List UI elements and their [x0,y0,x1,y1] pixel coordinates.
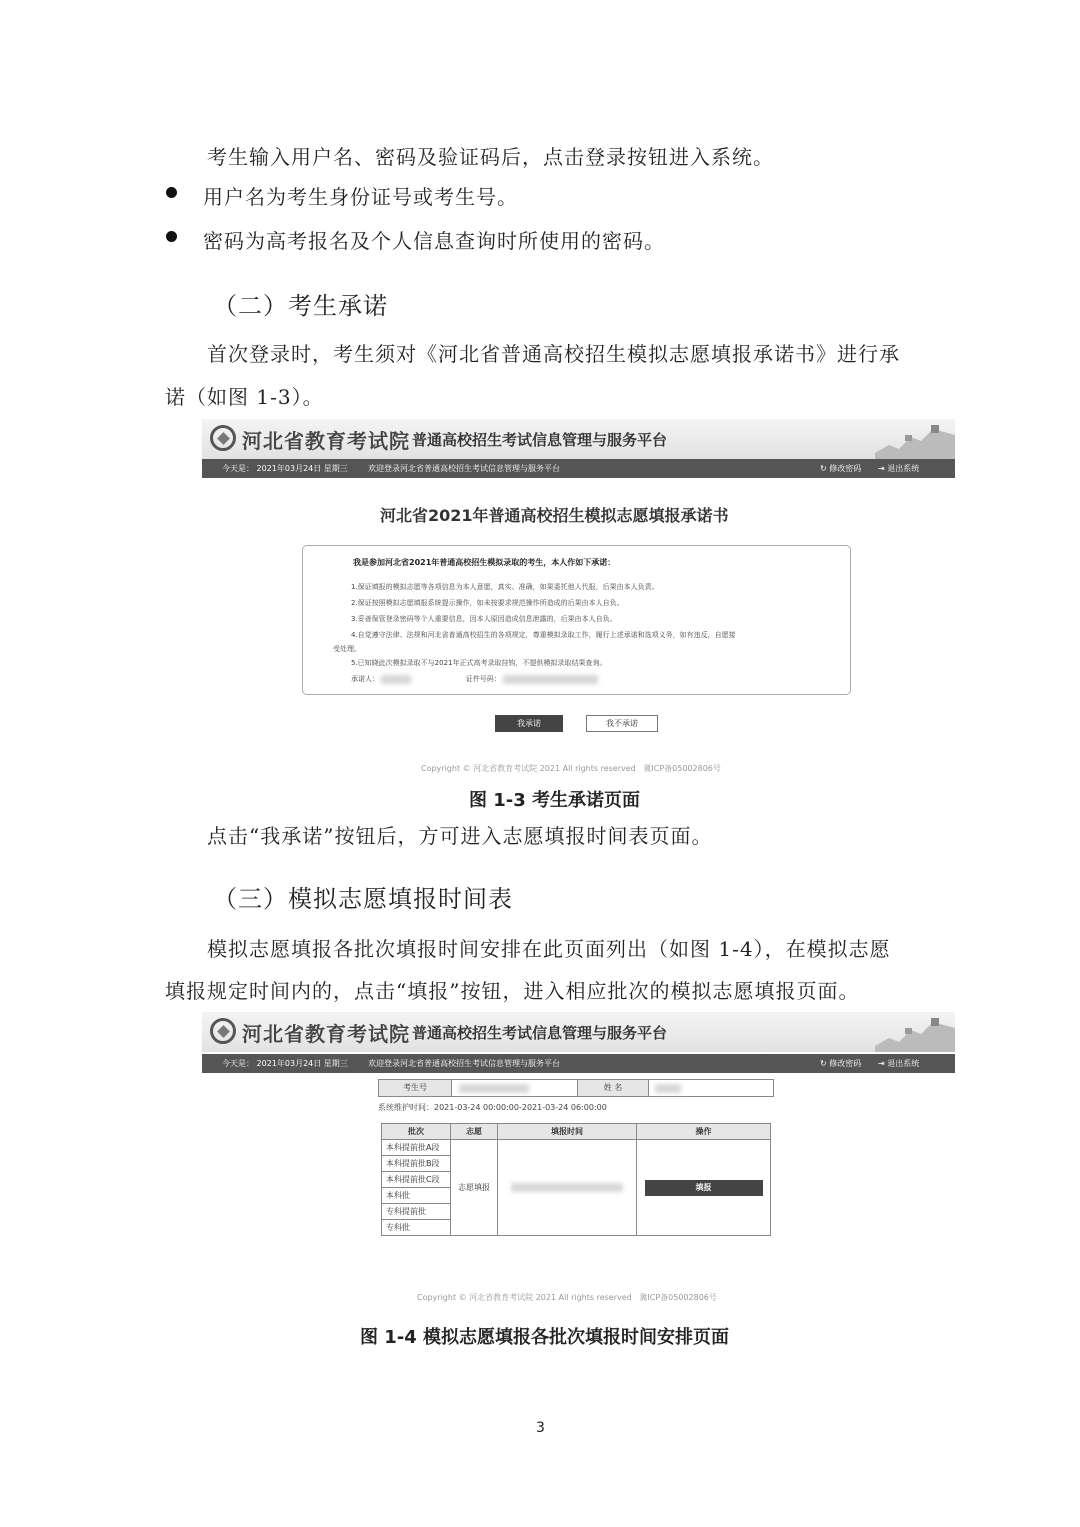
signer-row [351,674,598,684]
welcome-text: 欢迎登录河北省普通高校招生考试信息管理与服务平台 [368,464,560,473]
maintenance-time: 系统维护时间：2021-03-24 00:00:00-2021-03-24 06:00:00 [378,1103,607,1112]
heading-commitment: （二）考生承诺 [213,292,388,320]
col-header: 操作 [637,1124,771,1140]
paragraph-schedule-line2: 填报规定时间内的，点击“填报”按钮，进入相应批次的模拟志愿填报页面。 [165,979,860,1003]
copyright-text: Copyright © 河北省教育考试院 2021 All rights reserved 冀ICP备05002806号 [421,764,721,773]
batch-table [381,1123,771,1236]
batch-cell: 专科批 [382,1220,451,1236]
commitment-item: 2.保证按照模拟志愿填报系统提示操作，如未按要求规范操作所造成的后果由本人自负。 [351,599,624,607]
commitment-item: 受处理。 [333,645,361,653]
batch-cell: 本科提前批B段 [382,1156,451,1172]
commitment-intro: 我是参加河北省2021年普通高校招生模拟录取的考生，本人作如下承诺： [353,558,616,567]
today-date: 今天是： 2021年03月24日 星期三 [222,464,348,473]
site-banner [202,1012,955,1052]
exam-authority-logo-icon [210,1018,236,1044]
bullet-username: 用户名为考生身份证号或考生号。 [203,185,518,209]
change-password-link[interactable]: ↻ 修改密码 [820,1059,862,1068]
commitment-item: 4.自觉遵守法律、法规和河北省普通高校招生的各项规定，尊重模拟录取工作，履行上述承诺和选项义务，如有违反，自愿接 [351,631,736,639]
logout-link[interactable]: ⇥ 退出系统 [878,1059,920,1068]
disagree-button[interactable]: 我不承诺 [586,715,658,732]
time-cell [498,1140,637,1236]
figure-schedule-screenshot [202,1012,955,1308]
commitment-title: 河北省2021年普通高校招生模拟志愿填报承诺书 [380,506,729,525]
exam-authority-logo-icon [210,425,236,451]
great-wall-icon [875,419,955,459]
candidate-info-row [378,1079,774,1097]
signer-name-redacted [381,675,411,684]
id-number-redacted [503,675,598,684]
batch-cell: 本科批 [382,1188,451,1204]
paragraph-click-agree: 点击“我承诺”按钮后，方可进入志愿填报时间表页面。 [207,824,713,848]
time-redacted [511,1183,623,1192]
bullet-password: 密码为高考报名及个人信息查询时所使用的密码。 [203,229,665,253]
paragraph-commitment-line2: 诺（如图 1-3）。 [165,385,324,409]
status-bar [202,1054,955,1073]
page-number: 3 [536,1420,545,1436]
paragraph-login: 考生输入用户名、密码及验证码后，点击登录按钮进入系统。 [207,145,774,169]
platform-name: 普通高校招生考试信息管理与服务平台 [412,431,668,449]
exam-no-redacted [459,1084,529,1093]
commitment-item: 3.妥善保管登录密码等个人重要信息，因本人原因造成信息泄露的，后果由本人自负。 [351,615,617,623]
copyright-text: Copyright © 河北省教育考试院 2021 All rights reserved 冀ICP备05002806号 [417,1293,717,1302]
col-header: 志愿 [451,1124,498,1140]
paragraph-commitment-line1: 首次登录时，考生须对《河北省普通高校招生模拟志愿填报承诺书》进行承 [207,342,900,366]
org-name: 河北省教育考试院 [242,1022,410,1046]
name-label: 姓 名 [577,1080,649,1096]
fill-button[interactable]: 填报 [645,1180,763,1196]
org-name: 河北省教育考试院 [242,429,410,453]
batch-cell: 本科提前批A段 [382,1140,451,1156]
change-password-link[interactable]: ↻ 修改密码 [820,464,862,473]
bullet-dot [166,231,177,242]
paragraph-schedule-line1: 模拟志愿填报各批次填报时间安排在此页面列出（如图 1-4），在模拟志愿 [207,937,891,961]
welcome-text: 欢迎登录河北省普通高校招生考试信息管理与服务平台 [368,1059,560,1068]
col-header: 填报时间 [498,1124,637,1140]
status-bar [202,459,955,478]
batch-cell: 本科提前批C段 [382,1172,451,1188]
figure-caption-1-3: 图 1-3 考生承诺页面 [469,790,641,811]
great-wall-icon [875,1012,955,1052]
id-label: 证件号码： [465,675,501,683]
site-banner [202,419,955,459]
name-redacted [655,1084,681,1093]
commitment-box [302,545,851,695]
bullet-dot [166,187,177,198]
icp-number: 冀ICP备05002806号 [639,1293,717,1302]
logout-link[interactable]: ⇥ 退出系统 [878,464,920,473]
icp-number: 冀ICP备05002806号 [643,764,721,773]
commitment-item: 1.保证填报的模拟志愿等各项信息为本人意愿，真实、准确，如果委托他人代报，后果由本人负责。 [351,583,659,591]
commitment-item: 5.已知晓此次模拟录取不与2021年正式高考录取挂钩，不提供模拟录取结果查询。 [351,659,607,667]
action-cell [637,1140,771,1236]
batch-cell: 专科提前批 [382,1204,451,1220]
agree-button[interactable]: 我承诺 [495,715,563,732]
signer-label: 承诺人： [351,675,379,683]
figure-commitment-screenshot [202,419,955,779]
today-date: 今天是： 2021年03月24日 星期三 [222,1059,348,1068]
volunteer-cell: 志愿填报 [451,1140,498,1236]
exam-no-label: 考生号 [379,1080,452,1096]
col-header: 批次 [382,1124,451,1140]
figure-caption-1-4: 图 1-4 模拟志愿填报各批次填报时间安排页面 [360,1327,730,1348]
heading-schedule: （三）模拟志愿填报时间表 [213,885,513,913]
platform-name: 普通高校招生考试信息管理与服务平台 [412,1024,668,1042]
